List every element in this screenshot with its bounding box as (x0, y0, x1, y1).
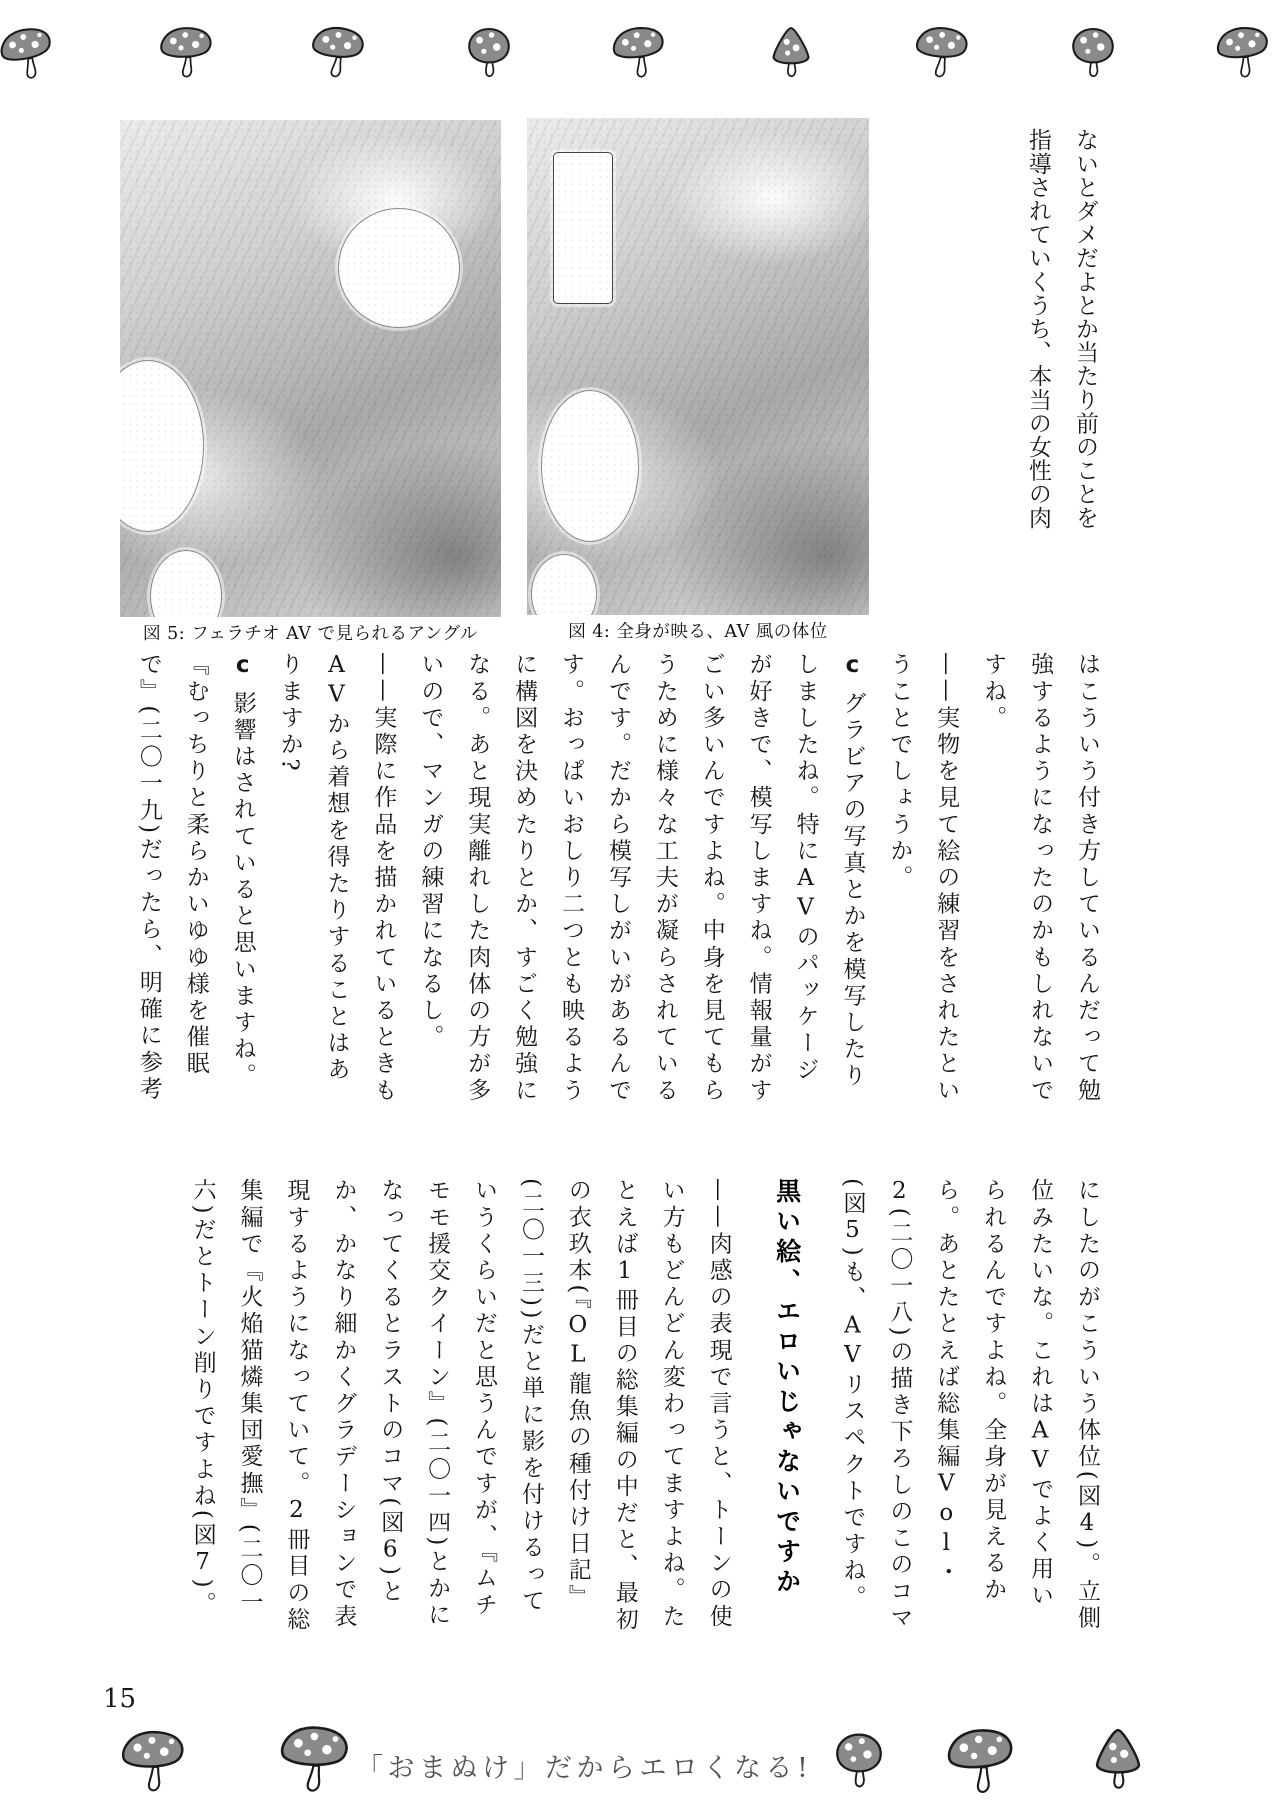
mushroom-icon (938, 1722, 1026, 1802)
mushroom-icon (1212, 18, 1276, 88)
interview-paragraph: にしたのがこういう体位(図4)。立側位みたいな。これはAVでよく用いられるんですよね。全身が見えるから。あとたとえば総集編Vol・2(二〇一八)の描き下ろしのこのコマ(図5)も、AVリスペクトですね。 (839, 1178, 1100, 1632)
dialogue-box (553, 152, 613, 304)
interviewer-question: ——実物を見て絵の練習をされたということでしょうか。 (886, 652, 960, 1105)
figure-4-panel (527, 118, 869, 615)
mushroom-icon (459, 20, 519, 86)
interview-text-block-2 (179, 1178, 1110, 1636)
mushroom-icon (1063, 20, 1123, 86)
mushroom-icon (1082, 1722, 1154, 1798)
mushroom-icon (273, 1717, 356, 1802)
section-heading: 黒い絵、エロいじゃないですか (772, 1178, 802, 1598)
mushroom-icon (826, 1722, 892, 1800)
footer-mushroom-border (0, 1712, 1280, 1812)
interview-continued-column (1014, 128, 1108, 536)
top-mushroom-border (0, 20, 1280, 86)
page-number: 15 (103, 1684, 137, 1714)
speaker-mark: c (229, 652, 256, 682)
interview-paragraph: はこういう付き方しているんだって勉強するようになったのかもしれないですね。 (980, 652, 1100, 1105)
interview-text-block-1 (125, 652, 1110, 1110)
mushroom-icon (761, 20, 821, 86)
mushroom-icon (909, 17, 976, 89)
footer-tagline: 「おまぬけ」だからエロくなる! (356, 1753, 813, 1784)
speech-bubble (120, 360, 204, 532)
speech-bubble (531, 554, 597, 615)
interviewer-question: ——肉感の表現で言うと、トーンの使い方もどんどん変わってますよね。たとえば1冊目の総集編の中だと、最初の衣玖本(『OL龍魚の種付け日記』(二〇一三))だと単に影を付けるっていうくらいだと思うんですが、『ムチモモ援交クイーン』(二〇一四)とかになってくるとラストのコマ(図6)とか、かなり細かくグラデーションで表現するようになっていて。2冊目の総集編で『火焔猫燐集団愛撫』(二〇一六)だとトーン削りですよね(図7)。 (189, 1178, 732, 1634)
interview-paragraph: ないとダメだよとか当たり前のことを指導されていくうち、本当の女性の肉 (1024, 128, 1098, 530)
interview-paragraph: c影響はされていると思いますね。『むっちりと柔らかいゆゆ様を催眠で』(二〇一九)だったら、明確に参考 (135, 652, 256, 1103)
speech-bubble (150, 550, 222, 617)
speech-bubble (338, 208, 460, 328)
mushroom-icon (118, 1724, 190, 1800)
mushroom-icon (607, 18, 673, 89)
interview-paragraph: cグラビアの写真とかを模写したりしましたね。特にAVのパッケージが好きで、模写しますね。情報量がすごい多いんですよね。中身を見てもらうために様々な工夫が凝らされているんです。だから模写しがいがあるんです。おっぱいおしり二つとも映るように構図を決めたりとか、すごく勉強になる。あと現実離れした肉体の方が多いので、マンガの練習になるし。 (417, 652, 866, 1105)
mushroom-icon (304, 17, 372, 90)
figure-5-caption: 図 5: フェラチオ AV で見られるアングル (143, 624, 478, 644)
figure-5-panel (120, 120, 501, 617)
speech-bubble (541, 390, 639, 542)
mushroom-icon (0, 17, 63, 92)
mushroom-icon (157, 20, 217, 86)
interviewer-question: ——実際に作品を描かれているときもAVから着想を得たりすることはありますか? (276, 652, 397, 1105)
figure-4-caption: 図 4: 全身が映る、AV 風の体位 (568, 622, 828, 642)
speaker-mark: c (839, 652, 866, 682)
